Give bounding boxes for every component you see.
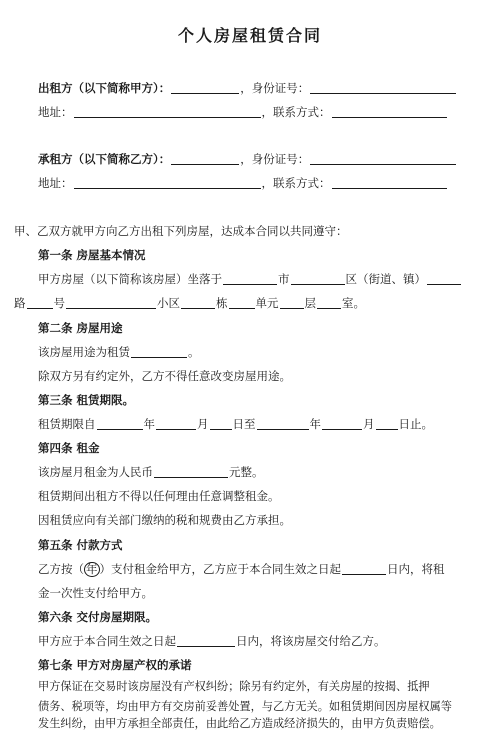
lessor-address-label: 地址： bbox=[38, 105, 73, 119]
lessee-id-field[interactable] bbox=[310, 152, 456, 165]
lessor-address-row bbox=[38, 104, 500, 120]
article-1-text: 区（街道、镇） bbox=[345, 272, 426, 286]
article-1-text: 市 bbox=[278, 272, 290, 286]
article-7-line-3: 发生纠纷，由甲方承担全部责任，由此给乙方造成经济损失的，由甲方负责赔偿。 bbox=[38, 717, 441, 730]
community-field[interactable] bbox=[66, 296, 156, 309]
road-number-field[interactable] bbox=[27, 296, 53, 309]
article-3-text: 年 bbox=[143, 417, 155, 431]
lessor-label: 出租方（以下简称甲方）： bbox=[38, 81, 171, 95]
article-1-text: 路 bbox=[14, 296, 26, 310]
article-4-line-2: 租赁期间出租方不得以任何理由任意调整租金。 bbox=[38, 489, 280, 503]
article-6-heading: 第六条 交付房屋期限。 bbox=[38, 610, 158, 624]
start-year-field[interactable] bbox=[97, 417, 143, 430]
article-3-text: 月 bbox=[363, 417, 375, 431]
article-2-line-2: 除双方另有约定外，乙方不得任意改变房屋用途。 bbox=[38, 369, 291, 383]
lessor-address-field[interactable] bbox=[74, 105, 261, 118]
end-day-field[interactable] bbox=[376, 417, 398, 430]
lessee-name-field[interactable] bbox=[171, 152, 239, 165]
article-3-text: 日至 bbox=[232, 417, 256, 431]
article-7-line-1: 甲方保证在交易时该房屋没有产权纠纷；除另有约定外，有关房屋的按揭、抵押 bbox=[38, 680, 430, 693]
lessee-address-label: 地址： bbox=[38, 176, 73, 190]
article-6-line-1 bbox=[38, 633, 500, 649]
article-4-heading: 第四条 租金 bbox=[38, 441, 100, 455]
lessee-address-row bbox=[38, 175, 500, 191]
article-3-text: 日止。 bbox=[398, 417, 433, 431]
floor-field[interactable] bbox=[280, 296, 304, 309]
lessee-address-field[interactable] bbox=[74, 176, 261, 189]
article-6-text: 甲方应于本合同生效之日起 bbox=[38, 634, 176, 648]
article-1-text: 单元 bbox=[255, 296, 279, 310]
article-3-heading: 第三条 租赁期限。 bbox=[38, 393, 135, 407]
article-1-line-1 bbox=[38, 271, 500, 287]
article-1-text: 室。 bbox=[342, 296, 365, 310]
article-3-text: 租赁期限自 bbox=[38, 417, 96, 431]
start-day-field[interactable] bbox=[210, 417, 232, 430]
end-month-field[interactable] bbox=[322, 417, 362, 430]
article-5-line-2: 金一次性支付给甲方。 bbox=[38, 586, 153, 600]
unit-field[interactable] bbox=[229, 296, 255, 309]
lessee-contact-label: ，联系方式： bbox=[261, 176, 331, 190]
building-field[interactable] bbox=[181, 296, 215, 309]
lessor-id-label: ，身份证号： bbox=[240, 81, 310, 95]
delivery-days-field[interactable] bbox=[177, 634, 235, 647]
article-1-text: 甲方房屋（以下简称该房屋）坐落于 bbox=[38, 272, 222, 286]
lessee-id-label: ，身份证号： bbox=[240, 152, 310, 166]
article-3-text: 年 bbox=[309, 417, 321, 431]
article-2-text: 。 bbox=[188, 345, 200, 359]
article-3-line-1 bbox=[38, 416, 500, 432]
article-2-line-1 bbox=[38, 344, 500, 360]
article-1-text: 号 bbox=[53, 296, 65, 310]
article-4-text: 元整。 bbox=[229, 465, 264, 479]
article-5-line-1 bbox=[38, 561, 500, 577]
article-5-text: ）支付租金给甲方，乙方应于本合同生效之日起 bbox=[99, 562, 341, 576]
lessor-contact-label: ，联系方式： bbox=[261, 105, 331, 119]
usage-field[interactable] bbox=[131, 345, 187, 358]
monthly-rent-field[interactable] bbox=[154, 465, 228, 478]
payment-days-field[interactable] bbox=[342, 562, 386, 575]
payment-period-circled: 年 bbox=[86, 562, 98, 576]
street-field[interactable] bbox=[427, 272, 461, 285]
article-5-text: 乙方按（ bbox=[38, 562, 84, 576]
article-4-line-3: 因租赁应向有关部门缴纳的税和规费由乙方承担。 bbox=[38, 513, 291, 527]
lessee-contact-field[interactable] bbox=[332, 176, 447, 189]
lessor-contact-field[interactable] bbox=[332, 105, 447, 118]
city-field[interactable] bbox=[223, 272, 277, 285]
article-1-text: 小区 bbox=[157, 296, 180, 310]
article-7-heading: 第七条 甲方对房屋产权的承诺 bbox=[38, 658, 192, 672]
article-1-text: 栋 bbox=[216, 296, 228, 310]
lessor-name-field[interactable] bbox=[171, 81, 239, 94]
contract-title: 个人房屋租赁合同 bbox=[177, 26, 322, 45]
start-month-field[interactable] bbox=[156, 417, 196, 430]
lessor-row bbox=[38, 80, 500, 96]
article-2-heading: 第二条 房屋用途 bbox=[38, 321, 123, 335]
article-1-heading: 第一条 房屋基本情况 bbox=[38, 248, 146, 262]
article-4-line-1 bbox=[38, 464, 500, 480]
article-3-text: 月 bbox=[197, 417, 209, 431]
article-7-line-2: 债务、税项等，均由甲方有交房前妥善处置，与乙方无关。如租赁期间因房屋权属等 bbox=[38, 700, 452, 713]
article-6-text: 日内，将该房屋交付给乙方。 bbox=[236, 634, 386, 648]
article-1-line-2 bbox=[14, 295, 500, 311]
intro-text: 甲、乙双方就甲方向乙方出租下列房屋，达成本合同以共同遵守： bbox=[14, 224, 348, 238]
room-field[interactable] bbox=[317, 296, 341, 309]
district-field[interactable] bbox=[291, 272, 345, 285]
lessee-label: 承租方（以下简称乙方）： bbox=[38, 152, 171, 166]
article-5-text: 日内，将租 bbox=[387, 562, 445, 576]
article-1-text: 层 bbox=[304, 296, 316, 310]
article-5-heading: 第五条 付款方式 bbox=[38, 538, 123, 552]
lessor-id-field[interactable] bbox=[310, 81, 456, 94]
end-year-field[interactable] bbox=[257, 417, 309, 430]
article-2-text: 该房屋用途为租赁 bbox=[38, 345, 130, 359]
lessee-row bbox=[38, 151, 500, 167]
article-4-text: 该房屋月租金为人民币 bbox=[38, 465, 153, 479]
